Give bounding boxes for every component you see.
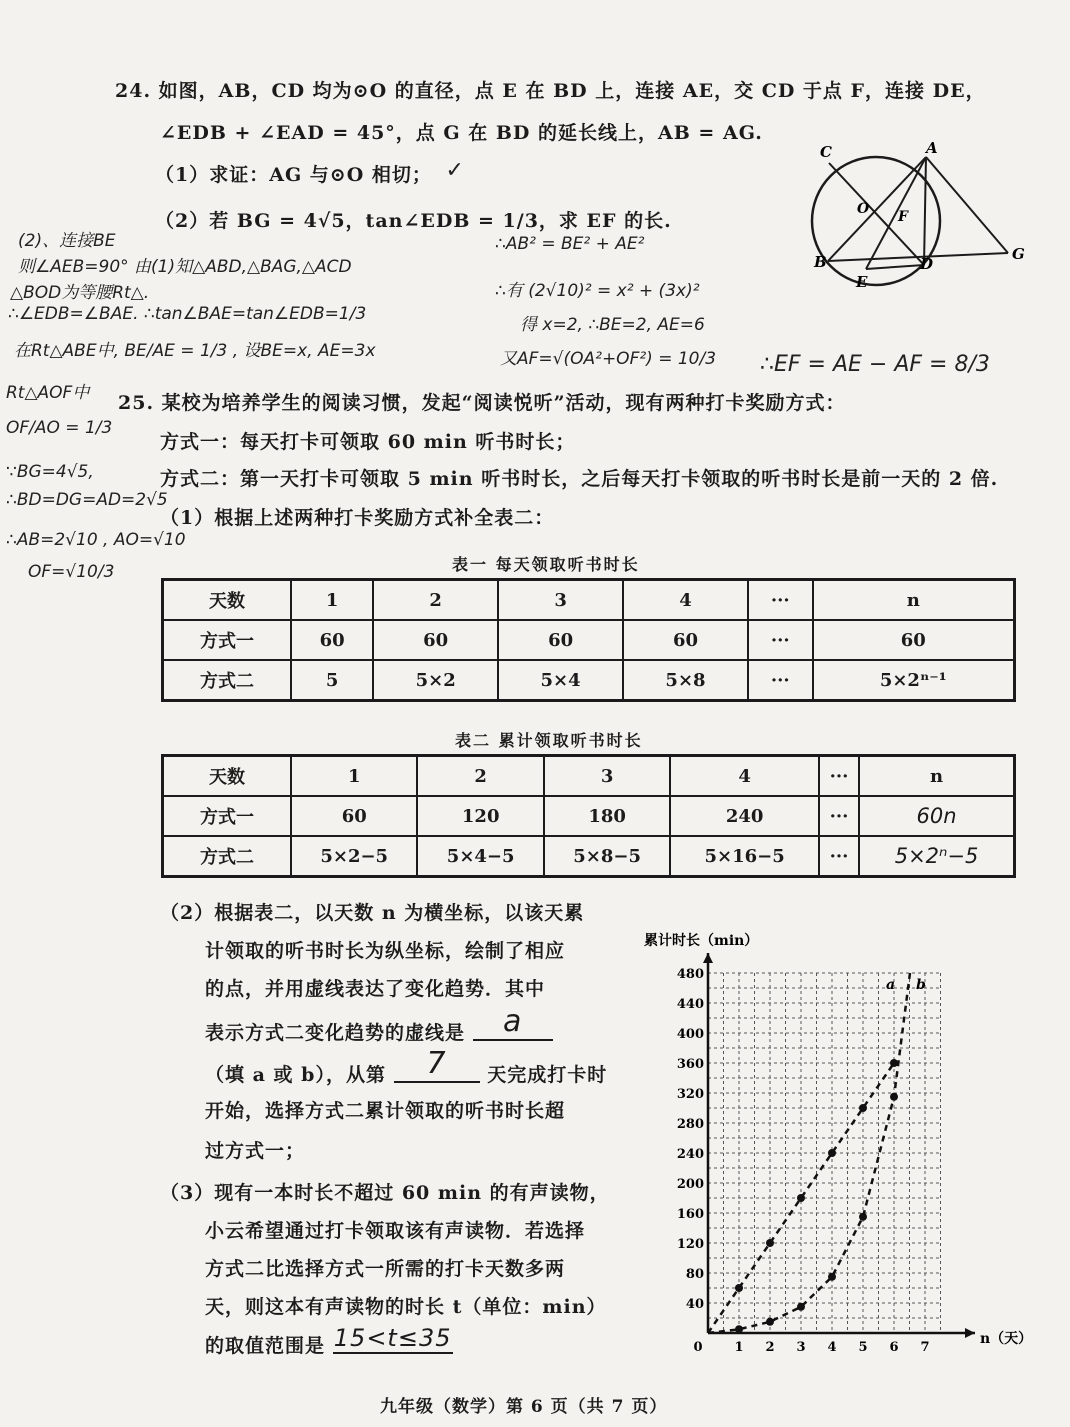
q25-line2: 方式一：每天打卡可领取 60 min 听书时长； xyxy=(160,431,576,453)
q24-part2: （2）若 BG = 4√5，tan∠EDB = 1/3，求 EF 的长. xyxy=(155,210,672,232)
y-tick-label: 200 xyxy=(676,1177,704,1192)
x-tick-label: 1 xyxy=(734,1340,744,1355)
cell: 5×2 xyxy=(373,660,498,701)
cell: 240 xyxy=(670,796,819,836)
cell: 5×2ⁿ⁻¹ xyxy=(813,660,1015,701)
cumulative-time-chart xyxy=(640,925,1060,1355)
q24-part1 xyxy=(155,158,465,187)
x-tick-label: 0 xyxy=(693,1340,703,1355)
q25-part3-l2: 小云希望通过打卡领取该有声读物．若选择 xyxy=(205,1220,586,1242)
hand-note-10: ∴AB=2√10 , AO=√10 xyxy=(6,530,186,550)
hand-note-r2: ∴有 (2√10)² = x² + (3x)² xyxy=(495,281,700,301)
cell: 4 xyxy=(623,580,748,621)
q25-part2-l4-text: 表示方式二变化趋势的虚线是 xyxy=(205,1022,466,1044)
x-tick-label: 5 xyxy=(858,1340,868,1355)
table2-title: 表二 累计领取听书时长 xyxy=(455,731,643,750)
page-footer: 九年级（数学）第 6 页（共 7 页） xyxy=(380,1397,668,1417)
q25-part3-l1: （3）现有一本时长不超过 60 min 的有声读物， xyxy=(160,1182,610,1204)
data-point-b xyxy=(797,1303,805,1311)
handwritten-cell: 60n xyxy=(859,796,1014,836)
handwritten-cell: 5×2ⁿ−5 xyxy=(859,836,1014,877)
data-point-a xyxy=(859,1104,867,1112)
data-point-b xyxy=(766,1318,774,1326)
y-tick-label: 440 xyxy=(676,997,704,1012)
table1-title: 表一 每天领取听书时长 xyxy=(452,555,640,574)
q25-part3-l5 xyxy=(205,1324,453,1360)
table2-header-row xyxy=(163,756,1015,797)
hand-note-r5: ∴EF = AE − AF = 8/3 xyxy=(760,352,990,377)
cell: ··· xyxy=(819,756,859,797)
table2-row-1 xyxy=(163,796,1015,836)
cell: 180 xyxy=(544,796,670,836)
cell: 1 xyxy=(291,756,417,797)
hand-note-11: OF=√10/3 xyxy=(28,562,115,582)
hand-note-7: OF/AO = 1/3 xyxy=(6,418,113,438)
q25-part3-l3: 方式二比选择方式一所需的打卡天数多两 xyxy=(205,1258,566,1280)
cell: 3 xyxy=(498,580,623,621)
data-point-a xyxy=(735,1284,743,1292)
table-2 xyxy=(161,754,1016,878)
label-B: B xyxy=(814,253,827,271)
q25-part3-l4: 天，则这本有声读物的时长 t（单位：min） xyxy=(205,1296,607,1318)
q24-line1: 24. 如图，AB，CD 均为⊙O 的直径，点 E 在 BD 上，连接 AE，交 CD 于点 F，连接 DE， xyxy=(115,80,986,102)
x-axis-label: n（天） xyxy=(980,1331,1033,1347)
y-tick-label: 320 xyxy=(676,1087,704,1102)
table1-row-1 xyxy=(163,620,1015,660)
q24-part1-text: （1）求证：AG 与⊙O 相切； xyxy=(155,164,432,186)
cell: ··· xyxy=(819,796,859,836)
label-E: E xyxy=(856,273,868,291)
table2-row-2 xyxy=(163,836,1015,877)
q24-line2: ∠EDB + ∠EAD = 45°，点 G 在 BD 的延长线上，AB = AG. xyxy=(160,122,763,144)
series-label-a: a xyxy=(886,977,896,993)
chart-ticks xyxy=(677,967,930,1355)
x-tick-label: 2 xyxy=(765,1340,775,1355)
cell: ··· xyxy=(748,580,813,621)
label-D: D xyxy=(920,255,934,273)
cell: 5×2−5 xyxy=(291,836,417,877)
hand-note-r4: 又AF=√(OA²+OF²) = 10/3 xyxy=(500,349,717,369)
hand-note-2: 则∠AEB=90° 由(1)知△ABD,△BAG,△ACD xyxy=(18,257,352,277)
x-tick-label: 7 xyxy=(920,1340,930,1355)
y-axis-label: 累计时长（min） xyxy=(644,933,759,949)
data-point-b xyxy=(859,1213,867,1221)
chart-axes xyxy=(703,953,975,1338)
y-tick-label: 480 xyxy=(676,967,704,982)
table-1 xyxy=(161,578,1016,702)
hand-note-3: △BOD为等腰Rt△. xyxy=(10,283,150,303)
y-tick-label: 80 xyxy=(685,1267,704,1282)
label-C: C xyxy=(820,143,832,161)
chart-grid xyxy=(708,973,941,1333)
cell: 2 xyxy=(373,580,498,621)
answer-range-blank: 15<t≤35 xyxy=(333,1324,452,1352)
hand-note-r3: 得 x=2, ∴BE=2, AE=6 xyxy=(520,315,705,335)
cell: 5×8 xyxy=(623,660,748,701)
cell: 120 xyxy=(417,796,543,836)
q25-part2-l5-tail: 天完成打卡时 xyxy=(487,1064,608,1086)
data-point-b xyxy=(735,1325,743,1333)
label-F: F xyxy=(898,209,908,225)
y-tick-label: 280 xyxy=(676,1117,704,1132)
x-tick-label: 4 xyxy=(827,1340,837,1355)
hand-note-8: ∵BG=4√5, xyxy=(6,462,94,482)
cell: 60 xyxy=(813,620,1015,660)
hand-note-6: Rt△AOF中 xyxy=(6,383,90,403)
cell: 60 xyxy=(498,620,623,660)
q25-part2-l7: 过方式一； xyxy=(205,1140,306,1162)
hand-note-5: 在Rt△ABE中, BE/AE = 1/3 , 设BE=x, AE=3x xyxy=(14,341,376,361)
cell: 方式一 xyxy=(163,620,292,660)
cell: 1 xyxy=(291,580,373,621)
data-point-a xyxy=(797,1194,805,1202)
cell: 5×16−5 xyxy=(670,836,819,877)
y-tick-label: 160 xyxy=(676,1207,704,1222)
hand-note-4: ∴∠EDB=∠BAE. ∴tan∠BAE=tan∠EDB=1/3 xyxy=(8,304,367,324)
cell: 2 xyxy=(417,756,543,797)
cell: 天数 xyxy=(163,580,292,621)
table1-row-2 xyxy=(163,660,1015,701)
data-point-a xyxy=(766,1239,774,1247)
q25-part2-l2: 计领取的听书时长为纵坐标，绘制了相应 xyxy=(205,940,566,962)
q25-line1: 25. 某校为培养学生的阅读习惯，发起“阅读悦听”活动，现有两种打卡奖励方式： xyxy=(118,392,846,414)
data-point-b xyxy=(890,1093,898,1101)
y-tick-label: 240 xyxy=(676,1147,704,1162)
cell: ··· xyxy=(748,660,813,701)
q25-part2-l5 xyxy=(205,1046,608,1091)
cell: 60 xyxy=(623,620,748,660)
check-mark: ✓ xyxy=(445,158,465,183)
y-tick-label: 120 xyxy=(676,1237,704,1252)
series-label-b: b xyxy=(915,977,926,993)
cell: 方式一 xyxy=(163,796,292,836)
cell: 方式二 xyxy=(163,836,292,877)
cell: 3 xyxy=(544,756,670,797)
cell: ··· xyxy=(819,836,859,877)
cell: 60 xyxy=(373,620,498,660)
cell: 5×4−5 xyxy=(417,836,543,877)
label-O: O xyxy=(857,201,870,217)
q25-part3-l5-text: 的取值范围是 xyxy=(205,1335,326,1357)
x-axis-arrow xyxy=(965,1328,975,1338)
hand-note-9: ∴BD=DG=AD=2√5 xyxy=(6,490,168,510)
cell: 60 xyxy=(291,796,417,836)
cell: n xyxy=(813,580,1015,621)
y-tick-label: 40 xyxy=(685,1297,704,1312)
cell: ··· xyxy=(748,620,813,660)
y-tick-label: 360 xyxy=(676,1057,704,1072)
circle-figure xyxy=(800,135,1040,295)
y-tick-label: 400 xyxy=(676,1027,704,1042)
cell: 天数 xyxy=(163,756,292,797)
q25-part2-l5-text: （填 a 或 b），从第 xyxy=(205,1064,386,1086)
data-point-b xyxy=(828,1273,836,1281)
hand-note-1: (2)、连接BE xyxy=(18,231,116,251)
answer-line-blank: a xyxy=(473,1004,553,1041)
cell: 5×8−5 xyxy=(544,836,670,877)
hand-note-r1: ∴AB² = BE² + AE² xyxy=(495,234,645,254)
table1-header-row xyxy=(163,580,1015,621)
label-G: G xyxy=(1012,245,1025,263)
q25-part1: （1）根据上述两种打卡奖励方式补全表二： xyxy=(160,507,555,529)
cell: 4 xyxy=(670,756,819,797)
data-point-a xyxy=(828,1149,836,1157)
x-tick-label: 6 xyxy=(889,1340,899,1355)
q25-part2-l6: 开始，选择方式二累计领取的听书时长超 xyxy=(205,1100,566,1122)
q25-part2-l3: 的点，并用虚线表达了变化趋势．其中 xyxy=(205,978,546,1000)
y-axis-arrow xyxy=(703,953,713,963)
label-A: A xyxy=(926,139,938,157)
cell: 60 xyxy=(291,620,373,660)
cell: n xyxy=(859,756,1014,797)
cell: 方式二 xyxy=(163,660,292,701)
q25-line3: 方式二：第一天打卡可领取 5 min 听书时长，之后每天打卡领取的听书时长是前一天的 2 倍. xyxy=(160,468,999,490)
cell: 5 xyxy=(291,660,373,701)
x-tick-label: 3 xyxy=(796,1340,806,1355)
cell: 5×4 xyxy=(498,660,623,701)
q25-part2-l4 xyxy=(205,1004,553,1049)
answer-day-blank: 7 xyxy=(394,1046,480,1083)
q25-part2-l1: （2）根据表二，以天数 n 为横坐标，以该天累 xyxy=(160,902,585,924)
